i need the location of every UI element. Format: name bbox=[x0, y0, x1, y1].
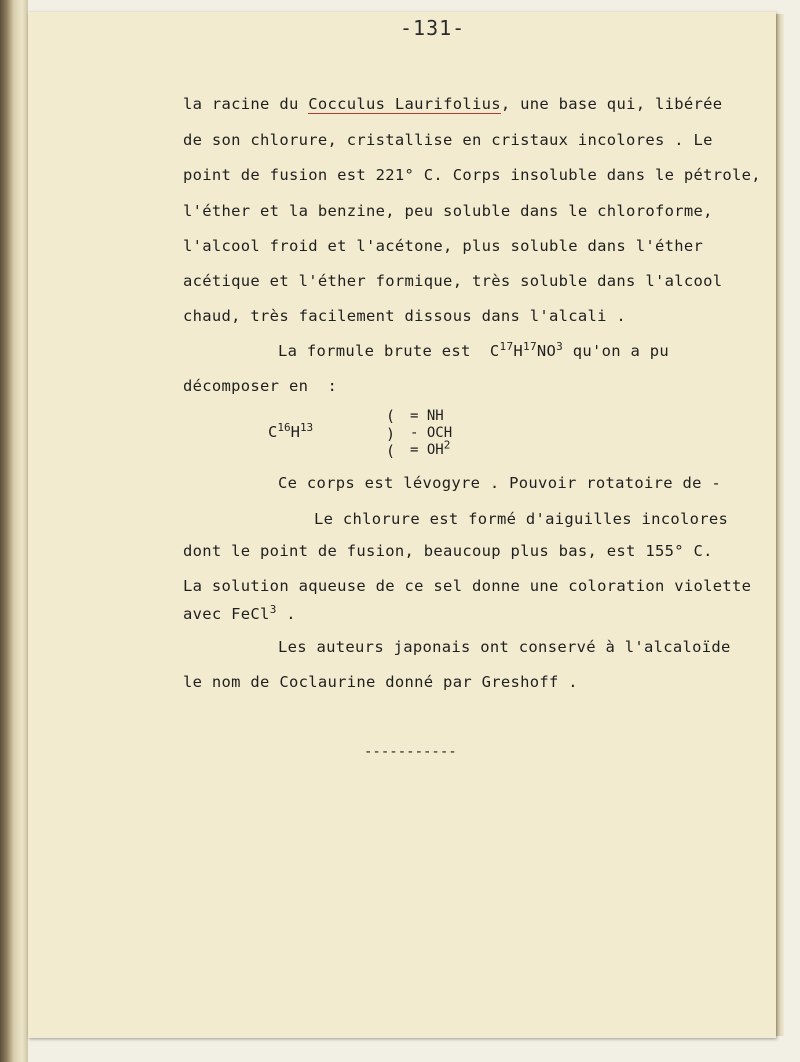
bracket-open-bottom: ( bbox=[386, 442, 396, 460]
paragraph3-line2: le nom de Coclaurine donné par Greshoff . bbox=[183, 673, 578, 691]
bracket-open-top: ( bbox=[386, 407, 396, 425]
paragraph3-line1: Les auteurs japonais ont conservé à l'alcaloïde bbox=[278, 638, 731, 656]
group-oh bbox=[410, 438, 451, 458]
base-c: C bbox=[268, 423, 278, 441]
formula-line bbox=[278, 339, 670, 360]
formula-prefix: La formule brute est C bbox=[278, 342, 500, 360]
page-number: -131- bbox=[400, 16, 466, 40]
paragraph2-line2: dont le point de fusion, beaucoup plus bas, est 155° C. bbox=[183, 542, 713, 560]
bracket-close-middle: ) bbox=[386, 425, 396, 443]
decomposition-base bbox=[268, 420, 314, 441]
base-h: H bbox=[290, 423, 300, 441]
line1-prefix: la racine du bbox=[183, 95, 309, 113]
levogyre-line: Ce corps est lévogyre . Pouvoir rotatoire de - bbox=[278, 474, 722, 492]
group-och: - OCH bbox=[410, 425, 453, 441]
fecl-index: 3 bbox=[269, 602, 277, 616]
paragraph2-line4 bbox=[183, 602, 296, 623]
group-oh-index: 2 bbox=[443, 438, 451, 452]
page-edge bbox=[776, 14, 784, 1036]
paragraph1-line2: de son chlorure, cristallise en cristaux incolores . Le bbox=[183, 131, 713, 149]
group-nh: = NH bbox=[410, 408, 444, 424]
formula-line2: décomposer en : bbox=[183, 377, 338, 395]
paragraph1-line4: l'éther et la benzine, peu soluble dans le chloroforme, bbox=[183, 202, 713, 220]
paragraph2-line3: La solution aqueuse de ce sel donne une coloration violette bbox=[183, 577, 752, 595]
paragraph1-line1 bbox=[183, 95, 722, 113]
paragraph1-line6: acétique et l'éther formique, très soluble dans l'alcool bbox=[183, 272, 723, 290]
separator-line: ----------- bbox=[364, 744, 457, 760]
line1-suffix: , une base qui, libérée bbox=[500, 95, 723, 113]
paragraph2-line1: Le chlorure est formé d'aiguilles incolores bbox=[314, 510, 729, 528]
base-h-index: 13 bbox=[299, 420, 314, 434]
fecl-suffix: . bbox=[276, 605, 296, 623]
formula-h: H bbox=[513, 342, 524, 360]
formula-c-index: 17 bbox=[499, 339, 514, 353]
base-c-index: 16 bbox=[277, 420, 291, 434]
fecl-prefix: avec FeCl bbox=[183, 605, 270, 623]
paragraph1-line5: l'alcool froid et l'acétone, plus soluble dans l'éther bbox=[183, 237, 704, 255]
paragraph1-line7: chaud, très facilement dissous dans l'alcali . bbox=[183, 307, 627, 325]
formula-no: NO bbox=[536, 342, 557, 360]
latin-name: Cocculus Laurifolius bbox=[308, 95, 501, 113]
paragraph1-line3: point de fusion est 221° C. Corps insoluble dans le pétrole, bbox=[183, 166, 761, 184]
book-binding bbox=[0, 0, 28, 1062]
formula-h-index: 17 bbox=[523, 339, 537, 353]
group-oh-text: = OH bbox=[410, 442, 444, 458]
formula-o-index: 3 bbox=[556, 339, 564, 353]
formula-suffix: qu'on a pu bbox=[563, 342, 670, 360]
